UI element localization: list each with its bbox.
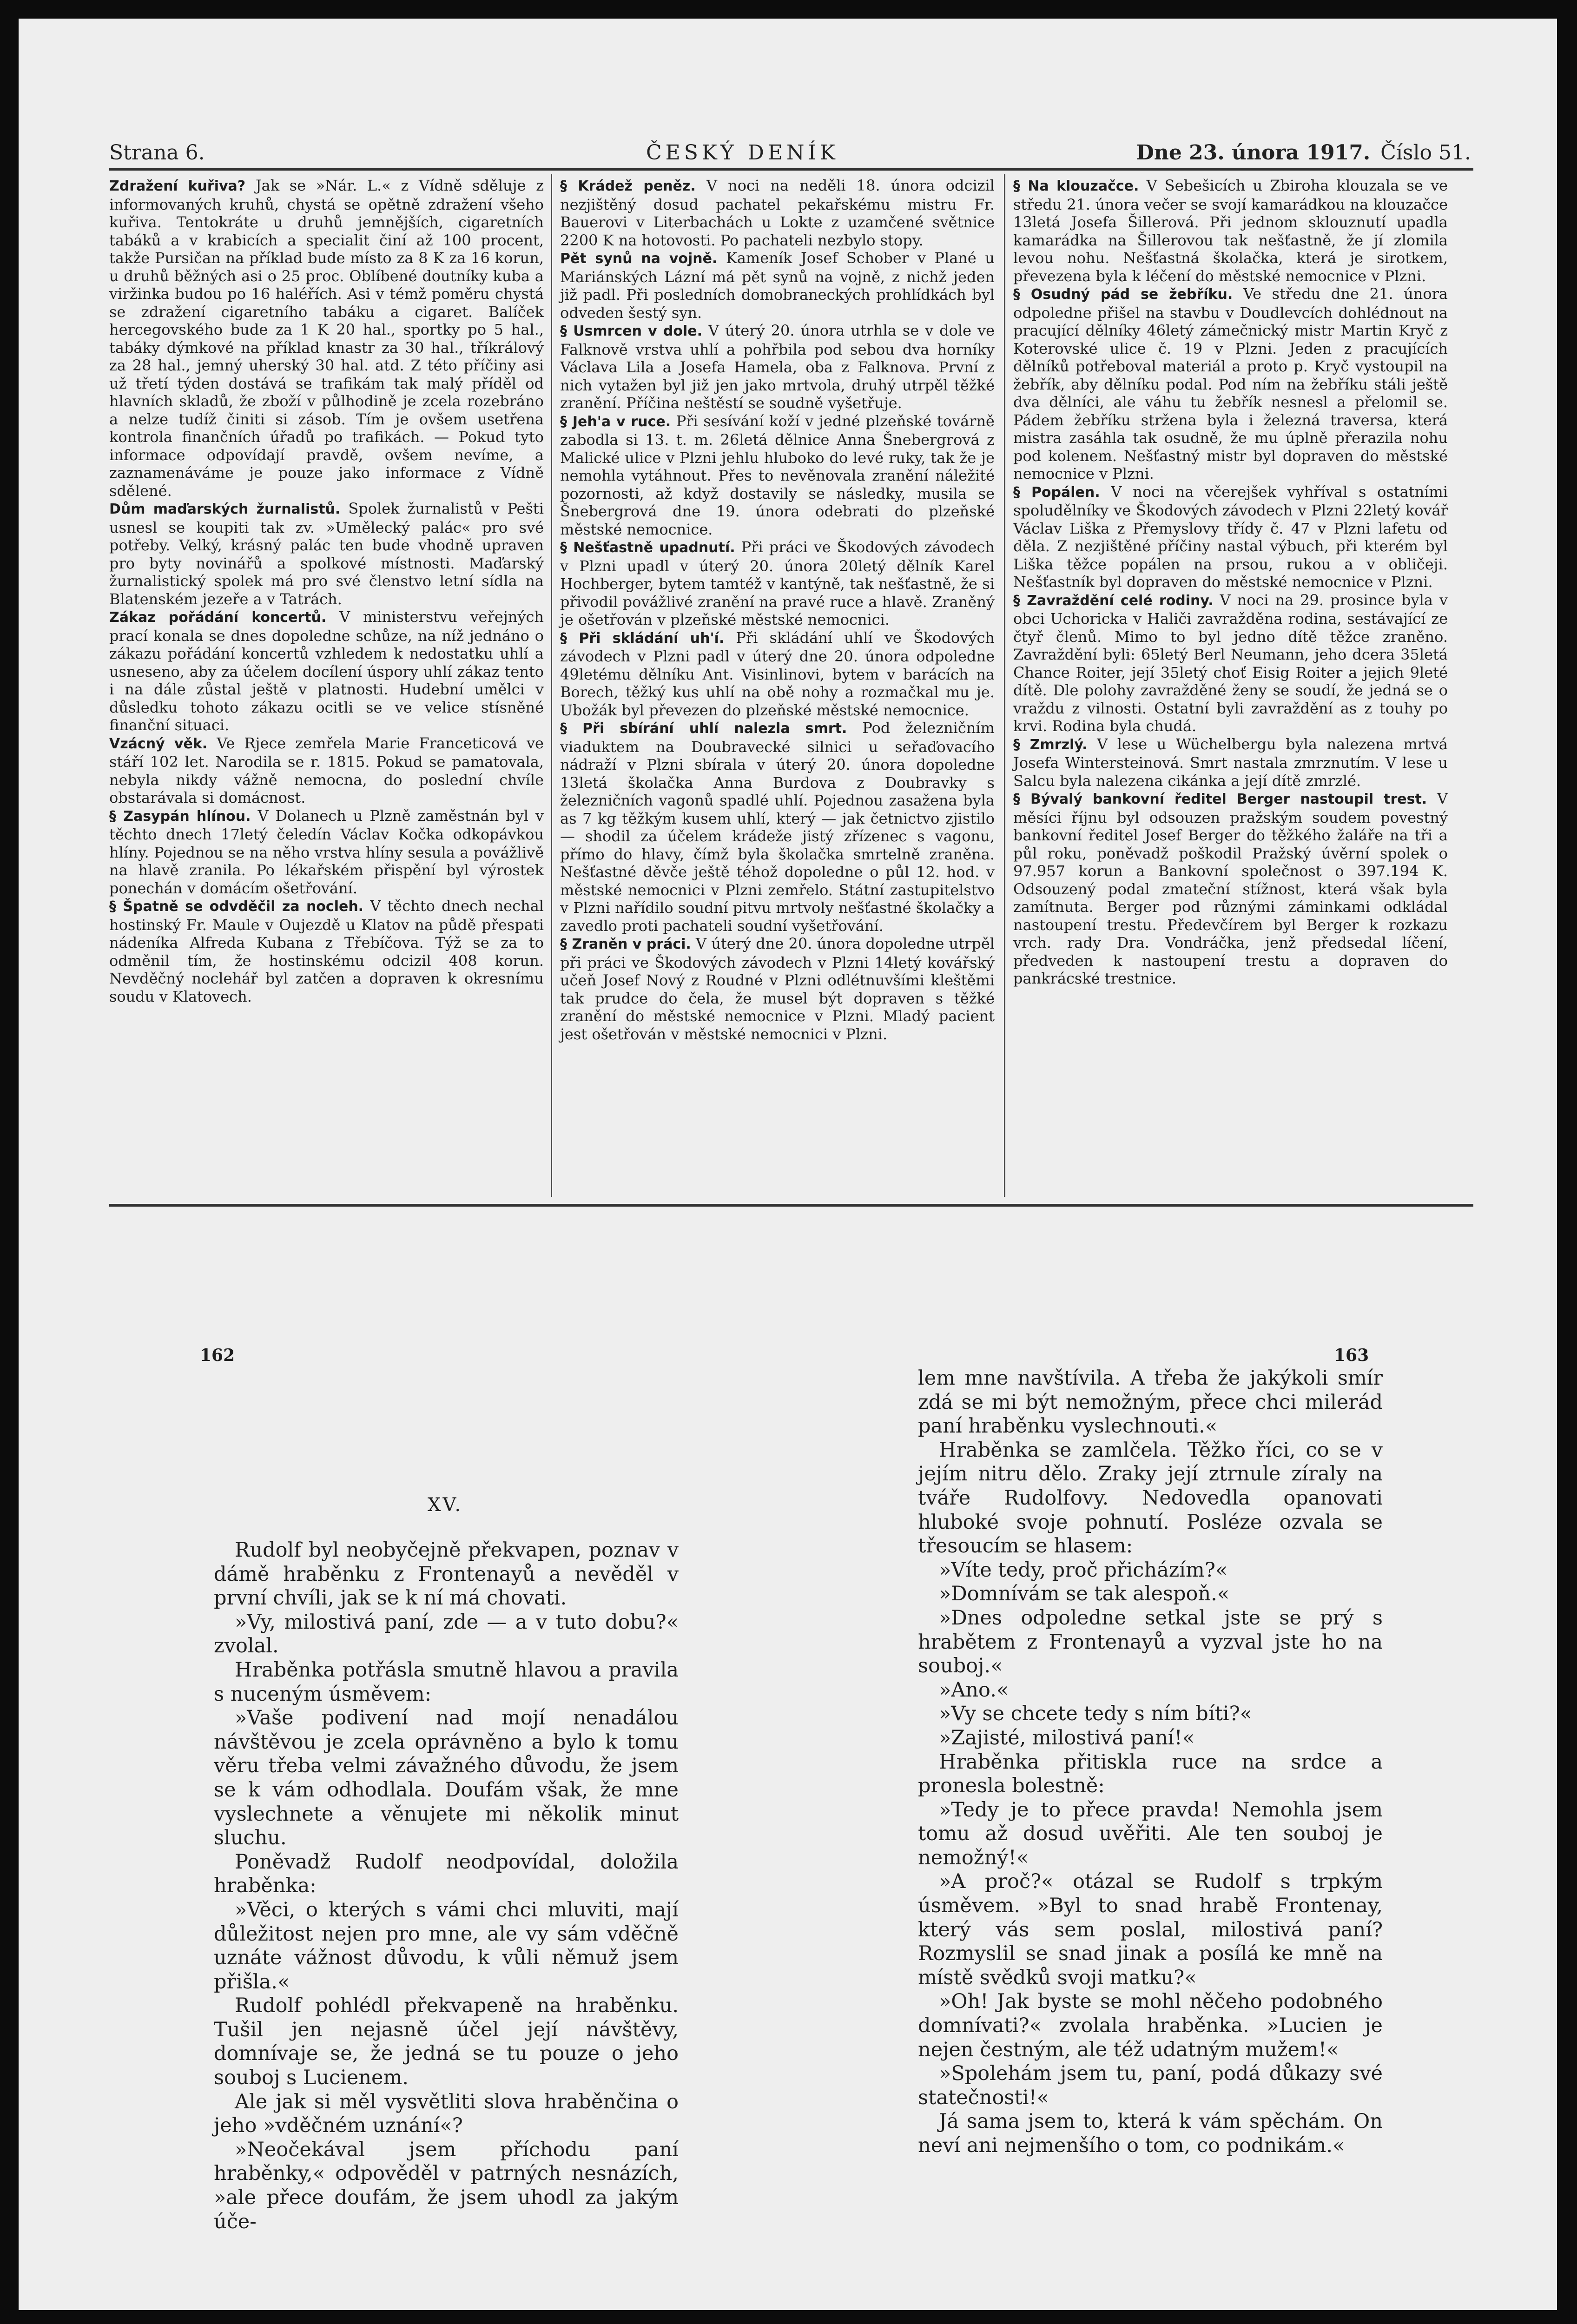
article-body: Spolek žurnalistů v Pešti usnesl se koupiti tak zv. »Umělecký palác« pro své potřeby. Velký, krásný palác ten bude vhodně upraven pro byty novinářů a spolkové místnosti. Maďarský žurnalistický spolek má pro své členstvo letní sídla na Blatenském jezeře a v Tatrách.: [109, 500, 544, 608]
article-body: Při sesívání koží v jedné plzeňské továrně zabodla si 13. t. m. 26letá dělnice Anna Šnebergrová z Malické ulice v Plzni jehlu hluboko do levé ruky, tak že je nemohla vytáhnout. Přes to nevěnovala zranění náležité pozornosti, až když dostavily se následky, musila se Šnebergrová dne 19. února odebrati do plzeňské městské nemocnice.: [560, 412, 995, 538]
book-page-number-left: 162: [200, 1346, 235, 1365]
article-headline: § Při skládání uh'í.: [560, 630, 725, 647]
book-page-number-right: 163: [1334, 1346, 1369, 1365]
book-page-left: [214, 1538, 679, 2233]
news-article: [560, 935, 995, 1043]
news-article: [1013, 790, 1448, 988]
masthead-rule: [109, 168, 1473, 171]
book-paragraph: Ale jak si měl vysvětliti slova hraběnčina o jeho »vděčném uznání«?: [214, 2090, 679, 2138]
article-body: V Dolanech u Plzně zaměstnán byl v těchto dnech 17letý čeledín Václav Kočka odkopávkou hlíny. Pojednou se na něho vrstva hlíny sesula a povážlivě na hlavě zranila. Po lékařském přispění byl výrostek ponechán v domácím ošetřování.: [109, 806, 544, 897]
article-body: V měsíci říjnu byl odsouzen pražským soudem povestný bankovní ředitel Josef Berger do těžkého žaláře na tři a půl roku, poněvadž poškodil Pražský úvěrní spolek o 97.957 korun a Bankovní společnost o 397.194 K. Odsouzený podal zmateční stížnost, která však byla zamítnuta. Berger pod různými záminkami odkládal nastoupení trestu. Předevčírem byl Berger k rozkazu vrch. rady Dra. Vondráčka, jenž předsedal líčení, předveden k nastoupení trestu a dopraven do pankrácské trestnice.: [1013, 790, 1448, 987]
book-paragraph: »Spolehám jsem tu, paní, podá důkazy své statečnosti!«: [918, 2062, 1383, 2109]
book-paragraph: Rudolf pohlédl překvapeně na hraběnku. Tušil jen nejasně účel její návštěvy, domnívaje se, že jedná se tu pouze o jeho souboj s Lucienem.: [214, 1994, 679, 2090]
article-body: V úterý 20. února utrhla se v dole ve Falknově vrstva uhlí a pohřbila pod sebou dva horníky Václava Lila a Josefa Hamela, oba z Falknova. První z nich vytažen byl již jen jako mrtvola, druhý utrpěl těžké zranění. Příčina neštěstí se soudně vyšetřuje.: [560, 322, 995, 412]
news-article: [560, 177, 995, 249]
article-headline: Pět synů na vojně.: [560, 251, 718, 267]
book-paragraph: Poněvadž Rudolf neodpovídal, doložila hraběnka:: [214, 1850, 679, 1898]
column-divider: [551, 174, 552, 1197]
article-body: Ve středu dne 21. února odpoledne přišel na stavbu v Doudlevcích dohlédnout na pracující dělníky 46letý zámečnický mistr Martin Kryč z Koterovské ulice č. 19 v Plzni. Jeden z pracujících dělníků potřeboval materiál a proto p. Kryč vystoupil na žebřík, aby dělníku podal. Pod ním na žebříku stáli ještě dva dělníci, ale váhu tu žebřík nesnesl a přelomil se. Pádem žebříku stržena byla i železná traversa, která mistra zasáhla tak osudně, že mu úplně přerazila nohu pod kolenem. Nešťastný mistr byl dopraven do městské nemocnice v Plzni.: [1013, 285, 1448, 482]
news-article: [109, 177, 544, 500]
book-paragraph: lem mne navštívila. A třeba že jakýkoli smír zdá se mi být nemožným, přece chci milerád paní hraběnku vyslechnouti.«: [918, 1367, 1383, 1438]
book-paragraph: Hraběnka se zamlčela. Těžko říci, co se v jejím nitru dělo. Zraky její ztrnule zíraly na tváře Rudolfovy. Nedovedla opanovati hluboké svoje pohnutí. Posléze ozvala se třesoucím se hlasem:: [918, 1438, 1383, 1558]
book-paragraph: »Zajisté, milostivá paní!«: [939, 1726, 1195, 1750]
page-bottom-rule: [109, 1204, 1473, 1207]
article-headline: § Při sbírání uhlí nalezla smrt.: [560, 720, 847, 737]
article-headline: § Zraněn v práci.: [560, 936, 691, 952]
news-article: [560, 719, 995, 935]
article-body: V ministerstvu veřejných prací konala se dnes dopoledne schůze, na níž jednáno o zákazu pořádání koncertů vzhledem k nedostatku uhlí a usneseno, aby za účelem docílení úspory uhlí zákaz tento i na dále zůstal ještě v platnosti. Hudební umělci v důsledku tohoto zákazu ocitli se ve velice stísněné finanční situaci.: [109, 608, 544, 734]
book-paragraph: »Dnes odpoledne setkal jste se prý s hrabětem z Frontenayů a vyzval jste ho na souboj.«: [918, 1606, 1383, 1678]
article-body: Kameník Josef Schober v Plané u Mariánských Lázní má pět synů na vojně, z nichž jeden již padl. Při posledních domobraneckých prohlídkách byl odveden šestý syn.: [560, 249, 995, 322]
news-article: [1013, 285, 1448, 483]
book-paragraph: »Oh! Jak byste se mohl něčeho podobného domnívati?« zvolala hraběnka. »Lucien je nejen čestným, ale též udatným mužem!«: [918, 1990, 1383, 2061]
article-body: V noci na včerejšek vyhříval s ostatními spoludělníky ve Škodových závodech v Plzni 22letý kovář Václav Liška z Přemyslovy třídy č. 47 v Plzni lafetu od děla. Z nezjištěné příčiny nastal výbuch, při kterém byl Liška těžce popálen na prsou, rukou a v obličeji. Nešťastník byl dopraven do městské nemocnice v Plzni.: [1013, 482, 1448, 591]
book-paragraph: »Ano.«: [939, 1678, 1009, 1702]
article-headline: Zdražení kuřiva?: [109, 178, 246, 194]
newspaper-masthead: [109, 137, 1480, 170]
article-body: V těchto dnech nechal hostinský Fr. Maule v Oujezdě u Klatov na půdě přespati nádeníka Alfreda Kubana z Třebíčova. Týž se za to odměnil tím, že hostinskému odcizil 408 korun. Nevděčný noclehář byl zatčen a dopraven k okresnímu soudu v Klatovech.: [109, 897, 544, 1005]
article-headline: § Jeh'a v ruce.: [560, 413, 671, 430]
news-column-middle: [560, 177, 995, 1197]
book-paragraph: »Tedy je to přece pravda! Nemohla jsem tomu až dosud uvěřiti. Ale ten souboj je nemožný!«: [918, 1798, 1383, 1869]
book-paragraph: »Víte tedy, proč přicházím?«: [939, 1558, 1228, 1582]
news-article: [109, 807, 544, 898]
article-body: Jak se »Nár. L.« z Vídně sděluje z informovaných kruhů, chystá se opětně zdražení všeho kuřiva. Tentokráte u druhů jemnějších, cigaretních tabáků a v krabicích a specialit činí až 100 procent, takže Pursičan na příklad bude místo za 8 K za 16 korun, u druhů běžných asi o 25 proc. Oblíbené doutníky kuba a viržinka budou po 16 haléřích. Asi v témž poměru chystá se zdražení cigaretního tabáku a cigaret. Balíček hercegovského bude za 1 K 20 hal., sportky po 5 hal., tabáky dýmkové na příklad knastr za 30 hal., tříkrálový za 28 hal., jemný uherský 30 hal. atd. Z této příčiny asi už třetí týden dostává se trafikám tak malý příděl od hlavních skladů, že zboží v půlhodině je zcela rozebráno a nelze tudíž činiti si zásob. Tím je ovšem usetřena kontrola finančních úřadů po trafikách. — Pokud tyto informace odpovídají pravdě, ovšem nevíme, a zaznamenáváme je pouze jako informace z Vídně sdělené.: [109, 177, 544, 500]
article-headline: § Krádež peněz.: [560, 178, 696, 194]
article-headline: § Zasypán hlínou.: [109, 808, 251, 825]
book-paragraph: »Věci, o kterých s vámi chci mluviti, mají důležitost nejen pro mne, ale vy sám vděčně uznáte vážnost důvodu, k vůli němuž jsem přišla.«: [214, 1898, 679, 1994]
news-article: [1013, 735, 1448, 790]
article-body: Ve Rjece zemřela Marie Franceticová ve stáří 102 let. Narodila se r. 1815. Pokud se pamatovala, nebyla nikdy vážně nemocna, do poslední chvíle obstarávala si domácnost.: [109, 734, 544, 806]
news-article: [109, 500, 544, 608]
news-article: [560, 412, 995, 539]
article-headline: § Špatně se odvděčil za nocleh.: [109, 898, 364, 915]
article-headline: Zákaz pořádání koncertů.: [109, 609, 327, 626]
book-paragraph: »Vaše podivení nad mojí nenadálou návštěvou je zcela oprávněno a bylo k tomu věru třeba velmi závažného důvodu, že jsem se k vám odhodlala. Doufám však, že mne vyslechnete a věnujete mi několik minut sluchu.: [214, 1706, 679, 1850]
news-article: [560, 538, 995, 629]
article-headline: Vzácný věk.: [109, 735, 208, 752]
article-body: V lese u Wüchelbergu byla nalezena mrtvá Josefa Wintersteinová. Smrt nastala zmrznutím. V lese u Salcu byla nalezena cikánka a její dítě zmrzlé.: [1013, 735, 1448, 790]
article-headline: § Osudný pád se žebříku.: [1013, 286, 1233, 303]
news-article: [560, 629, 995, 720]
article-body: Při práci ve Škodových závodech v Plzni upadl v úterý 20. února 20letý dělník Karel Hochberger, bytem tamtéž v kantýně, tak nešťastně, že si přivodil povážlivé zranění na pravé ruce a hlavě. Zraněný je ošetřován v plzeňské městské nemocnici.: [560, 538, 995, 628]
column-divider: [1004, 174, 1005, 1197]
article-body: V Sebešicích u Zbiroha klouzala se ve středu 21. února večer se svojí kamarádkou na klouzačce 13letá Josefa Šillerová. Při jednom sklouznutí upadla kamarádka na Šillerovou tak nešťastně, že jí zlomila levou nohu. Nešťastná školačka, která je sirotkem, převezena byla k léčení do městské nemocnice v Plzni.: [1013, 177, 1448, 285]
newspaper-title: ČESKÝ DENÍK: [646, 141, 839, 165]
article-headline: Dům maďarských žurnalistů.: [109, 501, 341, 517]
news-article: [1013, 591, 1448, 735]
scan-sheet: [19, 19, 1557, 2310]
article-body: V noci na neděli 18. února odcizil nezjištěný dosud pachatel pekařskému mistru Fr. Bauerovi v Literbachách u Lokte z uzamčené světnice 2200 K na hotovosti. Po pachateli nezbylo stopy.: [560, 177, 995, 249]
issue-date: [1136, 141, 1471, 165]
article-body: V noci na 29. prosince byla v obci Uchoricka v Haliči zavražděna rodina, sestávající ze čtyř členů. Mimo to byl jedno dítě těžce zraněno. Zavraždění byli: 65letý Berl Neumann, jeho dcera 35letá Chance Roiter, její 35letý choť Eisig Roiter a jejich 9leté dítě. Dle polohy zavražděné ženy se soudí, že jedná se o vraždu z vilnosti. Ostatní byli zavraždění as z touhy po krvi. Rodina byla chudá.: [1013, 591, 1448, 735]
news-article: [560, 322, 995, 412]
news-article: [109, 897, 544, 1005]
book-paragraph: »Vy se chcete tedy s ním bíti?«: [939, 1702, 1252, 1726]
article-body: V úterý dne 20. února dopoledne utrpěl při práci ve Škodových závodech v Plzni 14letý kovářský učeň Josef Nový z Roudné v Plzni odlétnuvšími kleštěmi tak prudce do čela, že musel být dopraven s těžké zranění do městské nemocnice v Plzni. Mladý pacient jest ošetřován v městské nemocnici v Plzni.: [560, 935, 995, 1043]
news-article: [560, 249, 995, 322]
article-headline: § Zmrzlý.: [1013, 736, 1088, 753]
article-headline: § Popálen.: [1013, 484, 1100, 501]
news-article: [1013, 177, 1448, 285]
book-paragraph: »Neočekával jsem příchodu paní hraběnky,« odpověděl v patrných nesnázích, »ale přece doufám, že jsem uhodl za jakým úče-: [214, 2138, 679, 2233]
book-paragraph: »Domnívám se tak alespoň.«: [939, 1582, 1230, 1606]
book-paragraph: »A proč?« otázal se Rudolf s trpkým úsměvem. »Byl to snad hrabě Frontenay, který vás sem poslal, milostivá paní? Rozmyslil se snad jinak a posílá ke mně na místě svědků svoji matku?«: [918, 1870, 1383, 1989]
news-article: [1013, 483, 1448, 591]
news-column-right: [1013, 177, 1448, 1197]
news-column-left: [109, 177, 544, 1197]
chapter-heading: XV.: [428, 1494, 463, 1516]
article-body: Při skládání uhlí ve Škodových závodech v Plzni padl v úterý dne 20. února odpoledne 49letému dělníku Ant. Visinlinovi, bytem v barácích na Borech, těžký kus uhlí na obě nohy a rozmačkal mu je. Ubožák byl převezen do plzeňské městské nemocnice.: [560, 628, 995, 719]
issue-number: Číslo 51.: [1380, 141, 1471, 165]
article-headline: § Na klouzačce.: [1013, 178, 1139, 194]
article-headline: § Nešťastně upadnutí.: [560, 540, 735, 556]
date-text: Dne 23. února 1917.: [1136, 141, 1371, 165]
news-article: [109, 734, 544, 807]
book-page-right: [918, 1367, 1383, 2194]
page-label: Strana 6.: [109, 141, 205, 165]
book-paragraph: Já sama jsem to, která k vám spěchám. On neví ani nejmenšího o tom, co podnikám.«: [918, 2110, 1383, 2157]
article-body: Pod železničním viaduktem na Doubravecké silnici u seřaďovacího nádraží v Plzni sbírala v úterý 20. února dopoledne 13letá školačka Anna Burdova z Doubravky s železničních vagonů spadlé uhlí. Pojednou zasažena byla as 7 kg těžkým kusem uhlí, který — jak četnictvo zjistilo — shodil za účelem krádeže jistý zřízenec s vagonu, přímo do hlavy, čímž byla školačka smrtelně zraněna. Nešťastné děvče ještě téhož dopoledne o půl 12. hod. v městské nemocnici v Plzni zemřelo. Státní zastupitelstvo v Plzni nařídilo soudní pitvu mrtvoly nešťastné školačky a zavedlo proti pachateli soudní vyšetřování.: [560, 719, 995, 935]
book-paragraph: Hraběnka přitiskla ruce na srdce a pronesla bolestně:: [918, 1750, 1383, 1798]
article-headline: § Zavraždění celé rodiny.: [1013, 592, 1214, 609]
book-paragraph: Hraběnka potřásla smutně hlavou a pravila s nuceným úsměvem:: [214, 1658, 679, 1706]
article-headline: § Usmrcen v dole.: [560, 323, 703, 339]
article-headline: § Bývalý bankovní ředitel Berger nastoupil trest.: [1013, 791, 1427, 807]
book-paragraph: Rudolf byl neobyčejně překvapen, poznav v dámě hraběnku z Frontenayů a nevěděl v první chvíli, jak se k ní má chovati.: [214, 1538, 679, 1610]
book-paragraph: »Vy, milostivá paní, zde — a v tuto dobu?« zvolal.: [214, 1610, 679, 1658]
news-article: [109, 608, 544, 734]
